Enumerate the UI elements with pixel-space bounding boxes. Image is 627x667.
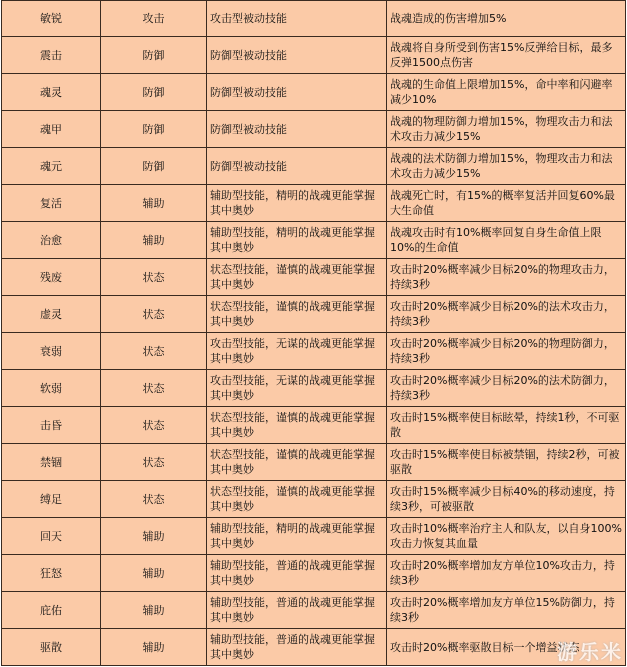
table-row (2, 444, 626, 481)
skill-type: 辅助 (101, 185, 207, 222)
skill-type: 状态 (101, 481, 207, 518)
skill-effect: 攻击时20%概率驱散目标一个增益状态 (387, 629, 626, 666)
table-row (2, 222, 626, 259)
skill-type: 状态 (101, 444, 207, 481)
table-row (2, 111, 626, 148)
skill-effect: 攻击时20%概率减少目标20%的法术防御力，持续3秒 (387, 370, 626, 407)
skill-effect: 攻击时15%概率使目标被禁锢，持续2秒，可被驱散 (387, 444, 626, 481)
skill-name: 软弱 (2, 370, 101, 407)
skill-type: 辅助 (101, 629, 207, 666)
skill-type: 状态 (101, 296, 207, 333)
skill-effect: 战魂将自身所受到伤害15%反弹给目标，最多反弹1500点伤害 (387, 37, 626, 74)
skill-category: 防御型被动技能 (207, 74, 387, 111)
skill-category: 攻击型技能，无谋的战魂更能掌握其中奥妙 (207, 333, 387, 370)
skill-type: 辅助 (101, 518, 207, 555)
skill-type: 防御 (101, 148, 207, 185)
skill-effect: 攻击时20%概率减少目标20%的法术攻击力，持续3秒 (387, 296, 626, 333)
skill-effect: 战魂造成的伤害增加5% (387, 1, 626, 37)
skill-effect: 攻击时20%概率减少目标20%的物理攻击力，持续3秒 (387, 259, 626, 296)
skill-category: 状态型技能，谨慎的战魂更能掌握其中奥妙 (207, 296, 387, 333)
table-row (2, 296, 626, 333)
table-row (2, 74, 626, 111)
skill-name: 残废 (2, 259, 101, 296)
skill-effect: 攻击时15%概率使目标眩晕，持续1秒，不可驱散 (387, 407, 626, 444)
skill-category: 辅助型技能，精明的战魂更能掌握其中奥妙 (207, 518, 387, 555)
table-row (2, 592, 626, 629)
skill-category: 辅助型技能，精明的战魂更能掌握其中奥妙 (207, 185, 387, 222)
skill-effect: 攻击时20%概率增加友方单位10%攻击力，持续3秒 (387, 555, 626, 592)
skill-name: 复活 (2, 185, 101, 222)
table-row (2, 518, 626, 555)
skill-category: 辅助型技能，精明的战魂更能掌握其中奥妙 (207, 222, 387, 259)
skill-category: 状态型技能，谨慎的战魂更能掌握其中奥妙 (207, 444, 387, 481)
table-row (2, 481, 626, 518)
skill-effect: 战魂的法术防御力增加15%，物理攻击力和法术攻击力减少15% (387, 148, 626, 185)
skill-category: 状态型技能，谨慎的战魂更能掌握其中奥妙 (207, 407, 387, 444)
skill-effect: 攻击时20%概率减少目标20%的物理防御力，持续3秒 (387, 333, 626, 370)
skill-name: 魂灵 (2, 74, 101, 111)
table-row (2, 259, 626, 296)
skill-effect: 战魂死亡时，有15%的概率复活并回复60%最大生命值 (387, 185, 626, 222)
skill-type: 状态 (101, 370, 207, 407)
skill-type: 防御 (101, 111, 207, 148)
skill-category: 攻击型被动技能 (207, 1, 387, 37)
skill-name: 敏锐 (2, 1, 101, 37)
skill-name: 魂甲 (2, 111, 101, 148)
table-row (2, 555, 626, 592)
table-row (2, 185, 626, 222)
skill-table-body (2, 1, 626, 666)
skill-type: 辅助 (101, 592, 207, 629)
skill-name: 狂怒 (2, 555, 101, 592)
skill-type: 防御 (101, 74, 207, 111)
skill-type: 状态 (101, 333, 207, 370)
skill-name: 衰弱 (2, 333, 101, 370)
skill-category: 状态型技能，谨慎的战魂更能掌握其中奥妙 (207, 481, 387, 518)
skill-effect: 攻击时10%概率治疗主人和队友，以自身100%攻击力恢复其血量 (387, 518, 626, 555)
skill-effect: 战魂的物理防御力增加15%，物理攻击力和法术攻击力减少15% (387, 111, 626, 148)
skill-category: 辅助型技能，普通的战魂更能掌握其中奥妙 (207, 592, 387, 629)
skill-category: 状态型技能，谨慎的战魂更能掌握其中奥妙 (207, 259, 387, 296)
skill-name: 击昏 (2, 407, 101, 444)
skill-category: 防御型被动技能 (207, 111, 387, 148)
table-row (2, 629, 626, 666)
table-row (2, 37, 626, 74)
skill-category: 辅助型技能，普通的战魂更能掌握其中奥妙 (207, 629, 387, 666)
skill-name: 驱散 (2, 629, 101, 666)
skill-type: 辅助 (101, 222, 207, 259)
skill-category: 攻击型技能，无谋的战魂更能掌握其中奥妙 (207, 370, 387, 407)
table-row (2, 407, 626, 444)
skill-name: 治愈 (2, 222, 101, 259)
skill-table (1, 0, 626, 666)
skill-type: 防御 (101, 37, 207, 74)
skill-category: 防御型被动技能 (207, 37, 387, 74)
skill-type: 状态 (101, 407, 207, 444)
skill-name: 缚足 (2, 481, 101, 518)
table-row (2, 370, 626, 407)
skill-type: 辅助 (101, 555, 207, 592)
skill-name: 虚灵 (2, 296, 101, 333)
watermark-logo: 游乐米 (557, 640, 623, 664)
table-row (2, 148, 626, 185)
skill-type: 状态 (101, 259, 207, 296)
table-row (2, 1, 626, 37)
skill-name: 震击 (2, 37, 101, 74)
skill-type: 攻击 (101, 1, 207, 37)
skill-name: 魂元 (2, 148, 101, 185)
skill-effect: 攻击时15%概率减少目标40%的移动速度，持续3秒，可被驱散 (387, 481, 626, 518)
skill-category: 防御型被动技能 (207, 148, 387, 185)
skill-effect: 战魂攻击时有10%概率回复自身生命值上限10%的生命值 (387, 222, 626, 259)
skill-name: 回天 (2, 518, 101, 555)
skill-name: 庇佑 (2, 592, 101, 629)
table-row (2, 333, 626, 370)
skill-effect: 攻击时20%概率增加友方单位15%防御力，持续3秒 (387, 592, 626, 629)
skill-name: 禁锢 (2, 444, 101, 481)
skill-effect: 战魂的生命值上限增加15%，命中率和闪避率减少10% (387, 74, 626, 111)
skill-category: 辅助型技能，普通的战魂更能掌握其中奥妙 (207, 555, 387, 592)
